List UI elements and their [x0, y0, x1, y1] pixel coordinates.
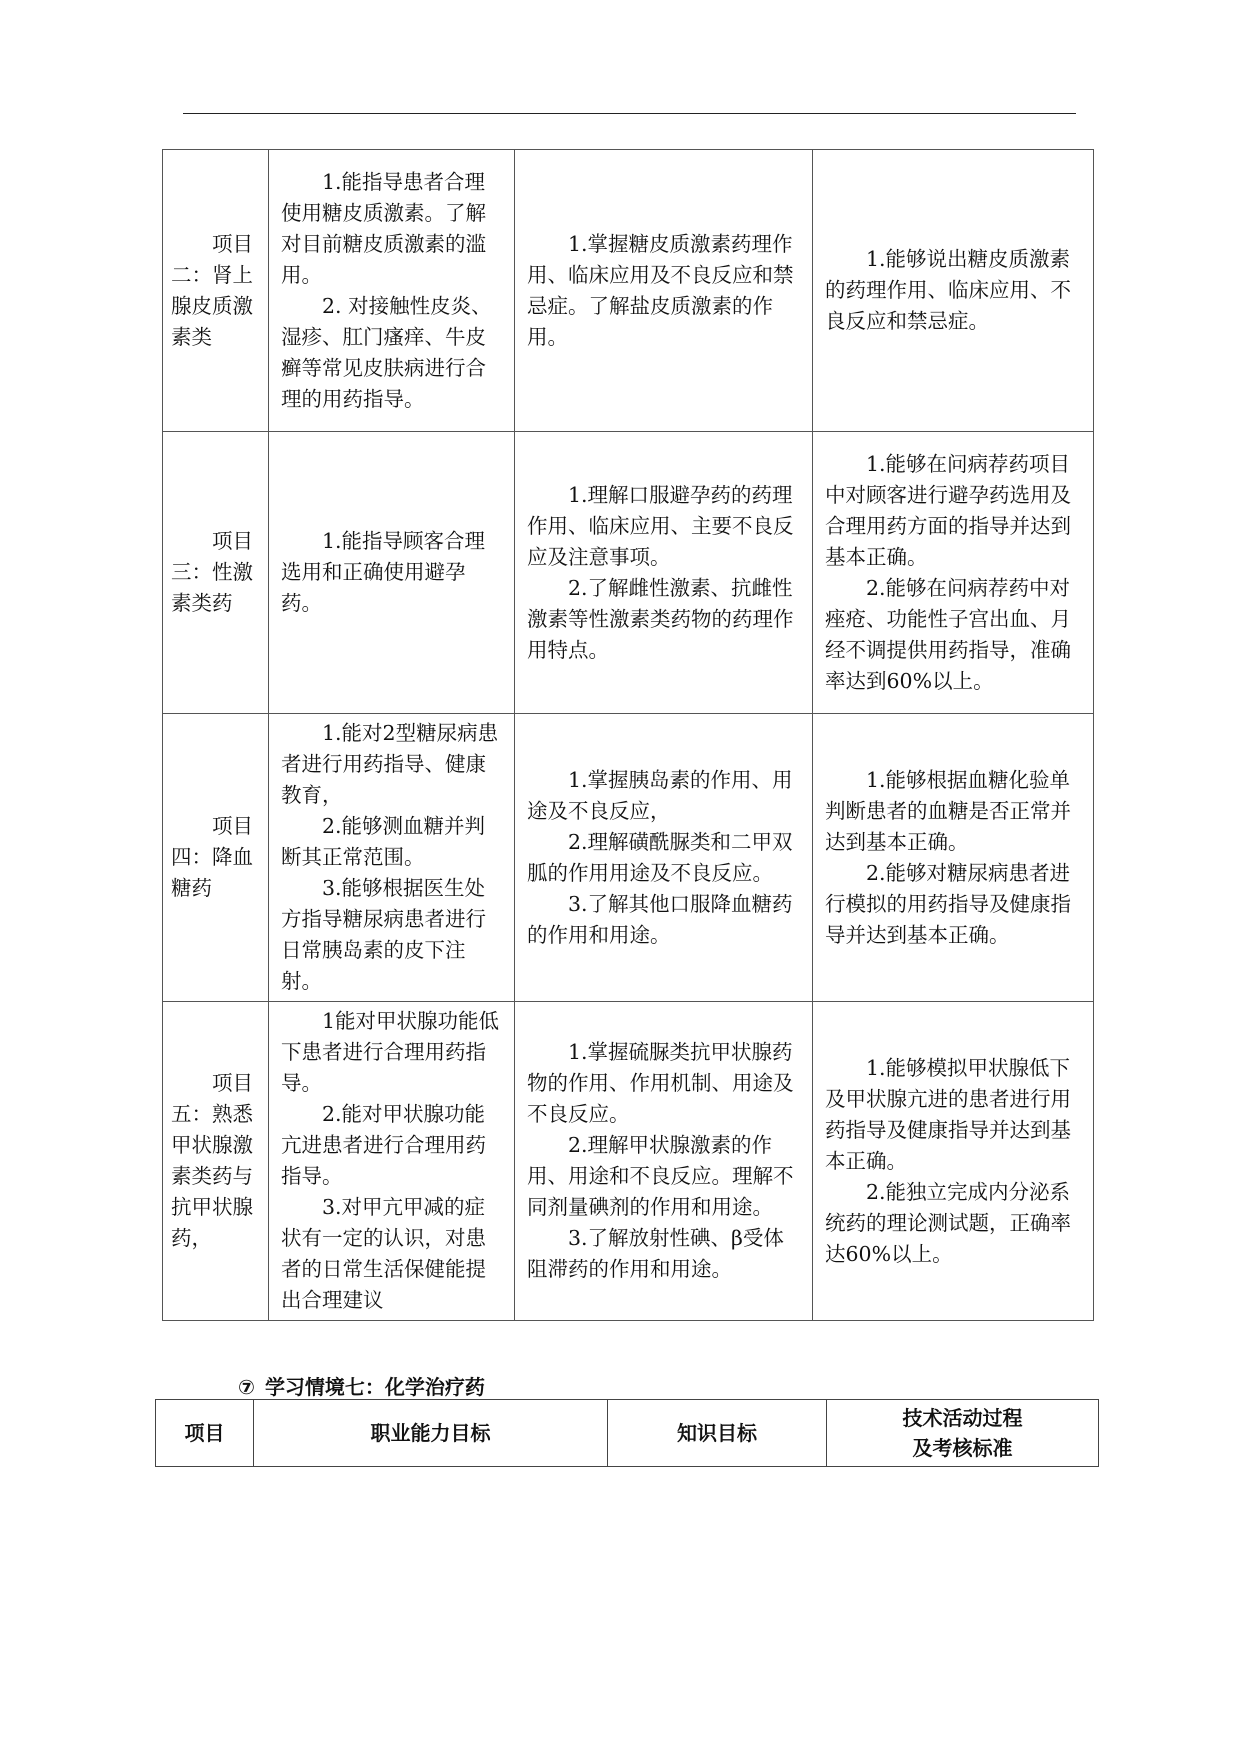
- assessment-cell: 1.能够模拟甲状腺低下及甲状腺亢进的患者进行用药指导及健康指导并达到基本正确。 2.能独立完成内分泌系统药的理论测试题，正确率达60%以上。: [813, 1002, 1094, 1321]
- project-cell: 项目五：熟悉甲状腺激素类药与抗甲状腺药，: [163, 1002, 269, 1321]
- knowledge-cell: 1.掌握硫脲类抗甲状腺药物的作用、作用机制、用途及不良反应。 2.理解甲状腺激素的作用、用途和不良反应。理解不同剂量碘剂的作用和用途。 3.了解放射性碘、β受体阻滞药的作用和用途。: [515, 1002, 813, 1321]
- header-table: [155, 1399, 1099, 1467]
- assessment-cell: 1.能够说出糖皮质激素的药理作用、临床应用、不良反应和禁忌症。: [813, 150, 1094, 432]
- header-rule: [183, 113, 1076, 114]
- header-project: 项目: [156, 1400, 254, 1467]
- knowledge-cell: 1.掌握糖皮质激素药理作用、临床应用及不良反应和禁忌症。了解盐皮质激素的作用。: [515, 150, 813, 432]
- assessment-cell: 1.能够根据血糖化验单判断患者的血糖是否正常并达到基本正确。 2.能够对糖尿病患者进行模拟的用药指导及健康指导并达到基本正确。: [813, 714, 1094, 1002]
- assessment-cell: 1.能够在问病荐药项目中对顾客进行避孕药选用及合理用药方面的指导并达到基本正确。 2.能够在问病荐药中对痤疮、功能性子宫出血、月经不调提供用药指导，准确率达到60%以上。: [813, 432, 1094, 714]
- table-row: [163, 432, 1094, 714]
- header-knowledge: 知识目标: [608, 1400, 827, 1467]
- knowledge-cell: 1.掌握胰岛素的作用、用途及不良反应， 2.理解磺酰脲类和二甲双胍的作用用途及不良反应。 3.了解其他口服降血糖药的作用和用途。: [515, 714, 813, 1002]
- section-title-text: 学习情境七：化学治疗药: [264, 1375, 485, 1399]
- ability-cell: 1能对甲状腺功能低下患者进行合理用药指导。 2.能对甲状腺功能亢进患者进行合理用药指导。 3.对甲亢甲减的症状有一定的认识，对患者的日常生活保健能提出合理建议: [269, 1002, 515, 1321]
- table-row: [163, 714, 1094, 1002]
- table-row: [163, 1002, 1094, 1321]
- section-title: [238, 1373, 495, 1401]
- section-number: ⑦: [238, 1375, 255, 1399]
- header-assessment: 技术活动过程 及考核标准: [827, 1400, 1099, 1467]
- project-cell: 项目三：性激素类药: [163, 432, 269, 714]
- ability-cell: 1.能对2型糖尿病患者进行用药指导、健康教育， 2.能够测血糖并判断其正常范围。 3.能够根据医生处方指导糖尿病患者进行日常胰岛素的皮下注射。: [269, 714, 515, 1002]
- ability-cell: 1.能指导患者合理使用糖皮质激素。了解对目前糖皮质激素的滥用。 2. 对接触性皮炎、湿疹、肛门瘙痒、牛皮癣等常见皮肤病进行合理的用药指导。: [269, 150, 515, 432]
- table-header-row: [156, 1400, 1099, 1467]
- header-ability: 职业能力目标: [254, 1400, 608, 1467]
- project-cell: 项目四：降血糖药: [163, 714, 269, 1002]
- table-row: [163, 150, 1094, 432]
- knowledge-cell: 1.理解口服避孕药的药理作用、临床应用、主要不良反应及注意事项。 2.了解雌性激素、抗雌性激素等性激素类药物的药理作用特点。: [515, 432, 813, 714]
- project-cell: 项目二：肾上腺皮质激素类: [163, 150, 269, 432]
- content-table: [162, 149, 1094, 1321]
- ability-cell: 1.能指导顾客合理选用和正确使用避孕药。: [269, 432, 515, 714]
